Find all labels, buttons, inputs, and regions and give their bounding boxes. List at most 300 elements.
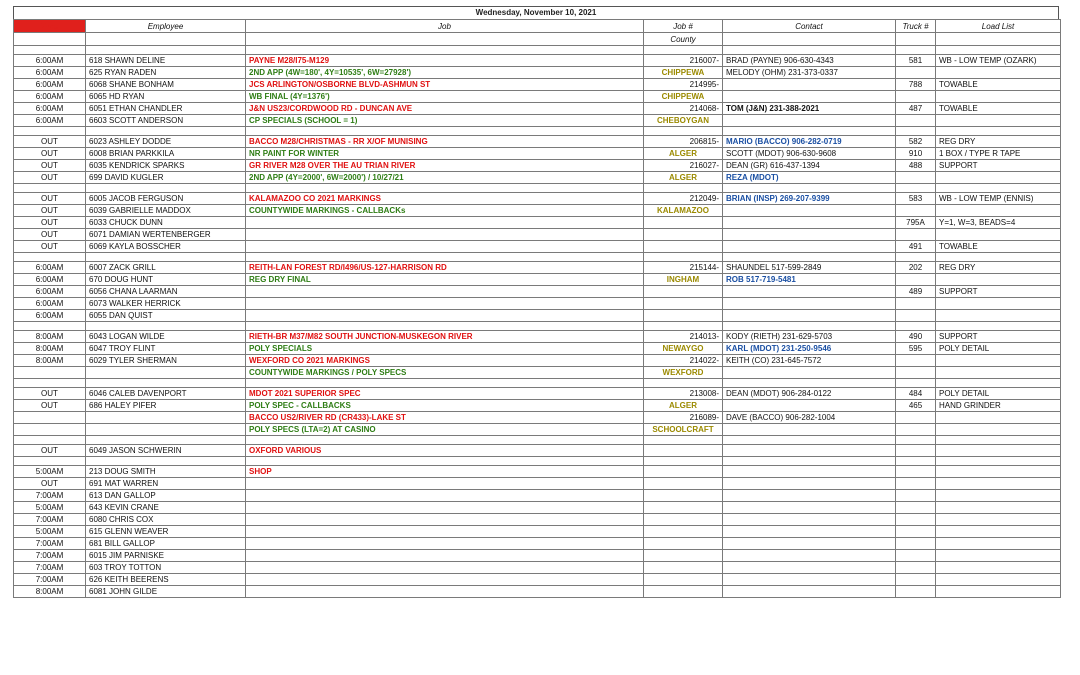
table-row (14, 217, 1061, 229)
contact-cell (723, 574, 896, 586)
truck-cell (896, 412, 936, 424)
load-list-cell: TOWABLE (936, 241, 1061, 253)
time-cell: OUT (14, 400, 86, 412)
job-number-cell: 215144- (644, 262, 723, 274)
time-cell: 7:00AM (14, 514, 86, 526)
load-list-cell (936, 367, 1061, 379)
table-row (14, 400, 1061, 412)
employee-cell: 6069 KAYLA BOSSCHER (86, 241, 246, 253)
table-row (14, 367, 1061, 379)
table-row (14, 424, 1061, 436)
time-cell: 7:00AM (14, 562, 86, 574)
truck-cell (896, 514, 936, 526)
load-list-cell (936, 229, 1061, 241)
truck-cell (896, 490, 936, 502)
job-cell (246, 229, 644, 241)
truck-cell (896, 172, 936, 184)
job-number-cell: 213008- (644, 388, 723, 400)
truck-cell (896, 550, 936, 562)
truck-cell (896, 67, 936, 79)
time-cell: OUT (14, 160, 86, 172)
contact-cell: KODY (RIETH) 231-629-5703 (723, 331, 896, 343)
time-cell: OUT (14, 148, 86, 160)
contact-cell (723, 205, 896, 217)
time-cell: 6:00AM (14, 103, 86, 115)
job-cell (246, 514, 644, 526)
spacer-row (14, 127, 1061, 136)
truck-cell: 490 (896, 331, 936, 343)
load-list-cell (936, 91, 1061, 103)
table-row (14, 478, 1061, 490)
time-cell: 7:00AM (14, 574, 86, 586)
job-number-cell (644, 286, 723, 298)
job-number-cell: 216089- (644, 412, 723, 424)
header-load-list: Load List (936, 20, 1061, 33)
truck-cell: 582 (896, 136, 936, 148)
header-county: County (644, 33, 723, 46)
table-row (14, 412, 1061, 424)
table-row (14, 331, 1061, 343)
table-row (14, 310, 1061, 322)
schedule-date: Wednesday, November 10, 2021 (13, 6, 1059, 19)
truck-cell: 489 (896, 286, 936, 298)
contact-cell (723, 310, 896, 322)
truck-cell: 910 (896, 148, 936, 160)
contact-cell: TOM (J&N) 231-388-2021 (723, 103, 896, 115)
table-row (14, 562, 1061, 574)
truck-cell (896, 229, 936, 241)
employee-cell: 603 TROY TOTTON (86, 562, 246, 574)
load-list-cell: Y=1, W=3, BEADS=4 (936, 217, 1061, 229)
job-number-cell (644, 514, 723, 526)
contact-cell (723, 490, 896, 502)
job-cell: CP SPECIALS (SCHOOL = 1) (246, 115, 644, 127)
truck-cell: 595 (896, 343, 936, 355)
table-row (14, 490, 1061, 502)
job-number-cell: KALAMAZOO (644, 205, 723, 217)
load-list-cell (936, 514, 1061, 526)
table-row (14, 229, 1061, 241)
contact-cell (723, 466, 896, 478)
time-cell: 6:00AM (14, 310, 86, 322)
table-row (14, 262, 1061, 274)
schedule-sheet (13, 6, 1059, 598)
employee-cell: 625 RYAN RADEN (86, 67, 246, 79)
job-cell: SHOP (246, 466, 644, 478)
time-cell: 6:00AM (14, 67, 86, 79)
job-cell (246, 526, 644, 538)
truck-cell: 491 (896, 241, 936, 253)
load-list-cell: WB - LOW TEMP (OZARK) (936, 55, 1061, 67)
time-cell: 6:00AM (14, 286, 86, 298)
header-time: Time (14, 20, 86, 33)
time-cell: 6:00AM (14, 55, 86, 67)
time-cell: 5:00AM (14, 466, 86, 478)
truck-cell: 487 (896, 103, 936, 115)
table-row (14, 586, 1061, 598)
load-list-cell: POLY DETAIL (936, 343, 1061, 355)
schedule-table (13, 19, 1061, 598)
load-list-cell (936, 424, 1061, 436)
load-list-cell (936, 562, 1061, 574)
employee-cell: 618 SHAWN DELINE (86, 55, 246, 67)
table-row (14, 160, 1061, 172)
time-cell: OUT (14, 445, 86, 457)
load-list-cell (936, 574, 1061, 586)
job-cell: POLY SPECS (LTA=2) AT CASINO (246, 424, 644, 436)
table-row (14, 550, 1061, 562)
job-cell: POLY SPECIALS (246, 343, 644, 355)
job-cell (246, 286, 644, 298)
load-list-cell (936, 412, 1061, 424)
job-cell: BACCO US2/RIVER RD (CR433)-LAKE ST (246, 412, 644, 424)
truck-cell (896, 355, 936, 367)
job-number-cell (644, 298, 723, 310)
employee-cell: 6073 WALKER HERRICK (86, 298, 246, 310)
employee-cell: 6065 HD RYAN (86, 91, 246, 103)
contact-cell (723, 526, 896, 538)
header-job: Job (246, 20, 644, 33)
load-list-cell (936, 445, 1061, 457)
job-number-cell: CHIPPEWA (644, 67, 723, 79)
truck-cell: 788 (896, 79, 936, 91)
time-cell: 7:00AM (14, 538, 86, 550)
contact-cell: BRAD (PAYNE) 906-630-4343 (723, 55, 896, 67)
header-truck: Truck # (896, 20, 936, 33)
employee-cell: 6047 TROY FLINT (86, 343, 246, 355)
table-row (14, 574, 1061, 586)
truck-cell: 202 (896, 262, 936, 274)
employee-cell: 699 DAVID KUGLER (86, 172, 246, 184)
table-row (14, 355, 1061, 367)
job-cell: COUNTYWIDE MARKINGS / POLY SPECS (246, 367, 644, 379)
load-list-cell (936, 502, 1061, 514)
table-row (14, 241, 1061, 253)
truck-cell: 583 (896, 193, 936, 205)
contact-cell: DEAN (GR) 616-437-1394 (723, 160, 896, 172)
job-cell: REITH-LAN FOREST RD/I496/US-127-HARRISON RD (246, 262, 644, 274)
employee-cell: 6056 CHANA LAARMAN (86, 286, 246, 298)
employee-cell: 6035 KENDRICK SPARKS (86, 160, 246, 172)
load-list-cell: TOWABLE (936, 79, 1061, 91)
contact-cell (723, 514, 896, 526)
time-cell: OUT (14, 193, 86, 205)
truck-cell (896, 274, 936, 286)
job-number-cell: INGHAM (644, 274, 723, 286)
truck-cell (896, 298, 936, 310)
job-number-cell (644, 241, 723, 253)
table-row (14, 538, 1061, 550)
load-list-cell (936, 298, 1061, 310)
contact-cell (723, 367, 896, 379)
job-number-cell (644, 229, 723, 241)
truck-cell (896, 562, 936, 574)
load-list-cell (936, 526, 1061, 538)
job-number-cell: WEXFORD (644, 367, 723, 379)
table-row (14, 502, 1061, 514)
time-cell: OUT (14, 388, 86, 400)
spacer-row (14, 184, 1061, 193)
job-number-cell: 206815- (644, 136, 723, 148)
contact-cell (723, 79, 896, 91)
contact-cell: BRIAN (INSP) 269-207-9399 (723, 193, 896, 205)
truck-cell: 581 (896, 55, 936, 67)
load-list-cell (936, 172, 1061, 184)
table-row (14, 91, 1061, 103)
time-cell: 6:00AM (14, 262, 86, 274)
job-cell (246, 310, 644, 322)
contact-cell: DAVE (BACCO) 906-282-1004 (723, 412, 896, 424)
job-number-cell (644, 538, 723, 550)
job-number-cell: CHIPPEWA (644, 91, 723, 103)
truck-cell: 484 (896, 388, 936, 400)
employee-cell: 6046 CALEB DAVENPORT (86, 388, 246, 400)
header-job-number: Job # (644, 20, 723, 33)
contact-cell (723, 478, 896, 490)
table-row (14, 172, 1061, 184)
contact-cell: KEITH (CO) 231-645-7572 (723, 355, 896, 367)
job-number-cell: 214995- (644, 79, 723, 91)
truck-cell (896, 574, 936, 586)
job-cell (246, 538, 644, 550)
header-row (14, 20, 1061, 33)
time-cell: OUT (14, 478, 86, 490)
job-number-cell: 214022- (644, 355, 723, 367)
contact-cell (723, 550, 896, 562)
job-cell (246, 241, 644, 253)
header-row-2 (14, 33, 1061, 46)
contact-cell: REZA (MDOT) (723, 172, 896, 184)
table-row (14, 79, 1061, 91)
contact-cell (723, 586, 896, 598)
truck-cell: 488 (896, 160, 936, 172)
time-cell: 6:00AM (14, 91, 86, 103)
spacer-row (14, 322, 1061, 331)
truck-cell (896, 538, 936, 550)
job-number-cell: 216007- (644, 55, 723, 67)
contact-cell: SHAUNDEL 517-599-2849 (723, 262, 896, 274)
job-number-cell: 212049- (644, 193, 723, 205)
time-cell: OUT (14, 205, 86, 217)
employee-cell: 6603 SCOTT ANDERSON (86, 115, 246, 127)
truck-cell (896, 205, 936, 217)
contact-cell (723, 115, 896, 127)
time-cell: OUT (14, 136, 86, 148)
load-list-cell: 1 BOX / TYPE R TAPE (936, 148, 1061, 160)
employee-cell: 6029 TYLER SHERMAN (86, 355, 246, 367)
job-number-cell: SCHOOLCRAFT (644, 424, 723, 436)
job-number-cell: CHEBOYGAN (644, 115, 723, 127)
employee-cell: 6005 JACOB FERGUSON (86, 193, 246, 205)
employee-cell: 6008 BRIAN PARKKILA (86, 148, 246, 160)
job-cell: MDOT 2021 SUPERIOR SPEC (246, 388, 644, 400)
employee-cell: 6033 CHUCK DUNN (86, 217, 246, 229)
employee-cell: 6015 JIM PARNISKE (86, 550, 246, 562)
load-list-cell (936, 550, 1061, 562)
employee-cell: 6068 SHANE BONHAM (86, 79, 246, 91)
employee-cell: 6080 CHRIS COX (86, 514, 246, 526)
truck-cell (896, 478, 936, 490)
employee-cell: 6023 ASHLEY DODDE (86, 136, 246, 148)
contact-cell: MELODY (OHM) 231-373-0337 (723, 67, 896, 79)
job-number-cell (644, 217, 723, 229)
time-cell: 5:00AM (14, 526, 86, 538)
job-cell: POLY SPEC - CALLBACKS (246, 400, 644, 412)
job-cell: J&N US23/CORDWOOD RD - DUNCAN AVE (246, 103, 644, 115)
time-cell (14, 424, 86, 436)
employee-cell: 6071 DAMIAN WERTENBERGER (86, 229, 246, 241)
truck-cell (896, 466, 936, 478)
employee-cell: 615 GLENN WEAVER (86, 526, 246, 538)
load-list-cell (936, 586, 1061, 598)
load-list-cell: HAND GRINDER (936, 400, 1061, 412)
time-cell (14, 367, 86, 379)
employee-cell: 626 KEITH BEERENS (86, 574, 246, 586)
job-number-cell: 214013- (644, 331, 723, 343)
time-cell (14, 412, 86, 424)
header-employee: Employee (86, 20, 246, 33)
job-cell: KALAMAZOO CO 2021 MARKINGS (246, 193, 644, 205)
contact-cell (723, 217, 896, 229)
load-list-cell (936, 466, 1061, 478)
job-cell: BACCO M28/CHRISTMAS - RR X/OF MUNISING (246, 136, 644, 148)
contact-cell (723, 445, 896, 457)
table-row (14, 526, 1061, 538)
time-cell: OUT (14, 217, 86, 229)
job-cell: 2ND APP (4W=180', 4Y=10535', 6W=27928') (246, 67, 644, 79)
contact-cell (723, 400, 896, 412)
employee-cell: 681 BILL GALLOP (86, 538, 246, 550)
employee-cell: 6043 LOGAN WILDE (86, 331, 246, 343)
contact-cell (723, 538, 896, 550)
contact-cell (723, 241, 896, 253)
time-cell: OUT (14, 172, 86, 184)
job-cell: WB FINAL (4Y=1376') (246, 91, 644, 103)
job-cell: RIETH-BR M37/M82 SOUTH JUNCTION-MUSKEGON RIVER (246, 331, 644, 343)
job-number-cell (644, 445, 723, 457)
job-number-cell: ALGER (644, 172, 723, 184)
job-cell: COUNTYWIDE MARKINGS - CALLBACKs (246, 205, 644, 217)
employee-cell: 643 KEVIN CRANE (86, 502, 246, 514)
job-cell: REG DRY FINAL (246, 274, 644, 286)
table-row (14, 298, 1061, 310)
job-cell: 2ND APP (4Y=2000', 6W=2000') / 10/27/21 (246, 172, 644, 184)
employee-cell: 691 MAT WARREN (86, 478, 246, 490)
job-number-cell: ALGER (644, 148, 723, 160)
job-cell: GR RIVER M28 OVER THE AU TRIAN RIVER (246, 160, 644, 172)
employee-cell: 670 DOUG HUNT (86, 274, 246, 286)
job-cell (246, 502, 644, 514)
contact-cell (723, 229, 896, 241)
job-number-cell (644, 586, 723, 598)
table-row (14, 466, 1061, 478)
job-number-cell (644, 526, 723, 538)
time-cell: 7:00AM (14, 550, 86, 562)
table-row (14, 193, 1061, 205)
load-list-cell: SUPPORT (936, 286, 1061, 298)
time-cell: 7:00AM (14, 490, 86, 502)
employee-cell: 686 HALEY PIFER (86, 400, 246, 412)
employee-cell: 6081 JOHN GILDE (86, 586, 246, 598)
job-number-cell (644, 310, 723, 322)
contact-cell: DEAN (MDOT) 906-284-0122 (723, 388, 896, 400)
load-list-cell: POLY DETAIL (936, 388, 1061, 400)
load-list-cell (936, 67, 1061, 79)
truck-cell (896, 115, 936, 127)
time-cell: 6:00AM (14, 115, 86, 127)
job-cell (246, 574, 644, 586)
truck-cell (896, 586, 936, 598)
job-cell: PAYNE M28/I75-M129 (246, 55, 644, 67)
load-list-cell (936, 490, 1061, 502)
contact-cell (723, 502, 896, 514)
job-number-cell: 214068- (644, 103, 723, 115)
job-cell (246, 490, 644, 502)
table-row (14, 286, 1061, 298)
spacer-row (14, 457, 1061, 466)
time-cell: 6:00AM (14, 79, 86, 91)
spacer-row (14, 46, 1061, 55)
truck-cell: 795A (896, 217, 936, 229)
table-row (14, 103, 1061, 115)
time-cell: 8:00AM (14, 355, 86, 367)
table-row (14, 67, 1061, 79)
header-contact: Contact (723, 20, 896, 33)
load-list-cell (936, 355, 1061, 367)
job-cell (246, 217, 644, 229)
job-number-cell: 216027- (644, 160, 723, 172)
load-list-cell: REG DRY (936, 262, 1061, 274)
job-number-cell: ALGER (644, 400, 723, 412)
job-cell: JCS ARLINGTON/OSBORNE BLVD-ASHMUN ST (246, 79, 644, 91)
load-list-cell (936, 478, 1061, 490)
time-cell: OUT (14, 241, 86, 253)
job-number-cell (644, 562, 723, 574)
truck-cell (896, 367, 936, 379)
load-list-cell: SUPPORT (936, 331, 1061, 343)
table-row (14, 136, 1061, 148)
job-cell (246, 478, 644, 490)
load-list-cell (936, 115, 1061, 127)
time-cell: 6:00AM (14, 298, 86, 310)
load-list-cell: REG DRY (936, 136, 1061, 148)
contact-cell (723, 562, 896, 574)
job-number-cell (644, 490, 723, 502)
employee-cell: 6051 ETHAN CHANDLER (86, 103, 246, 115)
table-row (14, 445, 1061, 457)
job-cell (246, 298, 644, 310)
load-list-cell: WB - LOW TEMP (ENNIS) (936, 193, 1061, 205)
truck-cell (896, 91, 936, 103)
job-number-cell (644, 502, 723, 514)
time-cell: 8:00AM (14, 343, 86, 355)
truck-cell (896, 310, 936, 322)
employee-cell: 6039 GABRIELLE MADDOX (86, 205, 246, 217)
job-cell (246, 550, 644, 562)
time-cell: 8:00AM (14, 331, 86, 343)
job-number-cell: NEWAYGO (644, 343, 723, 355)
truck-cell: 465 (896, 400, 936, 412)
time-cell: 5:00AM (14, 502, 86, 514)
employee-cell: 6049 JASON SCHWERIN (86, 445, 246, 457)
contact-cell (723, 91, 896, 103)
table-row (14, 205, 1061, 217)
job-number-cell (644, 550, 723, 562)
spacer-row (14, 253, 1061, 262)
load-list-cell (936, 274, 1061, 286)
job-number-cell (644, 466, 723, 478)
job-cell: NR PAINT FOR WINTER (246, 148, 644, 160)
